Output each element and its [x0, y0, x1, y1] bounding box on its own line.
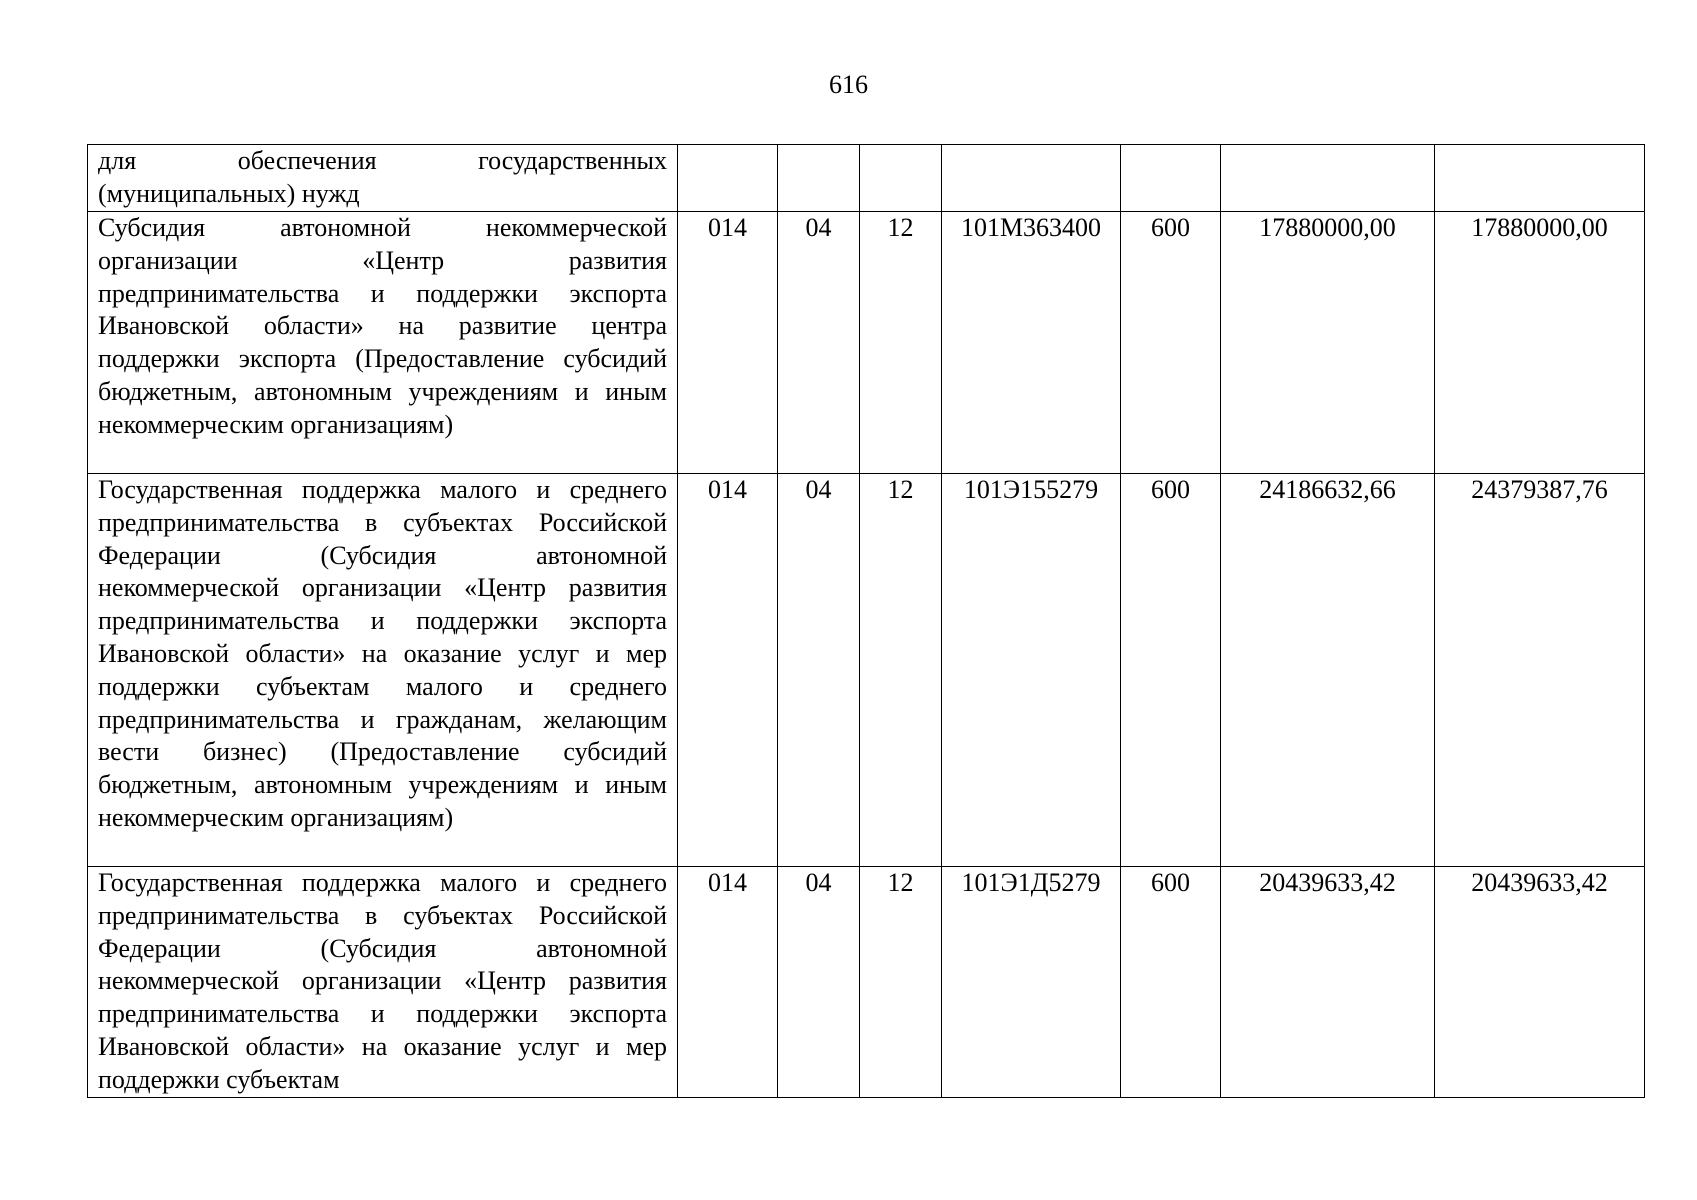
page-number: 616 — [829, 70, 868, 99]
table-row — [88, 212, 1645, 474]
amount-second: 20439633,42 — [1435, 867, 1645, 1098]
expense-type-code: 600 — [1121, 474, 1221, 867]
row-description: Государственная поддержка малого и среднего предпринимательства в субъектах Российской Федерации (Субсидия автономной некоммерческой организации «Центр развития предпринимательства и поддержки экспорта Ивановской области» на оказание услуг и мер поддержки субъектам малого и среднего предпринимательства и гражданам, желающим вести бизнес) (Предоставление субсидий бюджетным, автономным учреждениям и иным некоммерческим организациям) — [88, 474, 678, 867]
amount-first: 24186632,66 — [1221, 474, 1435, 867]
ministry-code: 014 — [678, 212, 778, 474]
section-code — [778, 145, 860, 212]
expense-type-code: 600 — [1121, 867, 1221, 1098]
ministry-code — [678, 145, 778, 212]
amount-first — [1221, 145, 1435, 212]
amount-first: 20439633,42 — [1221, 867, 1435, 1098]
ministry-code: 014 — [678, 867, 778, 1098]
section-code: 04 — [778, 212, 860, 474]
target-article-code — [942, 145, 1121, 212]
amount-second: 24379387,76 — [1435, 474, 1645, 867]
amount-second: 17880000,00 — [1435, 212, 1645, 474]
subsection-code: 12 — [860, 212, 942, 474]
table-row — [88, 474, 1645, 867]
section-code: 04 — [778, 474, 860, 867]
subsection-code: 12 — [860, 474, 942, 867]
table-row — [88, 145, 1645, 212]
ministry-code: 014 — [678, 474, 778, 867]
target-article-code: 101М363400 — [942, 212, 1121, 474]
budget-table — [87, 144, 1645, 1098]
table-row — [88, 867, 1645, 1098]
row-description: Субсидия автономной некоммерческой организации «Центр развития предпринимательства и поддержки экспорта Ивановской области» на развитие центра поддержки экспорта (Предоставление субсидий бюджетным, автономным учреждениям и иным некоммерческим организациям) — [88, 212, 678, 474]
expense-type-code — [1121, 145, 1221, 212]
amount-second — [1435, 145, 1645, 212]
target-article-code: 101Э1Д5279 — [942, 867, 1121, 1098]
target-article-code: 101Э155279 — [942, 474, 1121, 867]
row-description: Государственная поддержка малого и среднего предпринимательства в субъектах Российской Федерации (Субсидия автономной некоммерческой организации «Центр развития предпринимательства и поддержки экспорта Ивановской области» на оказание услуг и мер поддержки субъектам — [88, 867, 678, 1098]
expense-type-code: 600 — [1121, 212, 1221, 474]
amount-first: 17880000,00 — [1221, 212, 1435, 474]
section-code: 04 — [778, 867, 860, 1098]
subsection-code — [860, 145, 942, 212]
row-description: для обеспечения государственных (муниципальных) нужд — [88, 145, 678, 212]
subsection-code: 12 — [860, 867, 942, 1098]
